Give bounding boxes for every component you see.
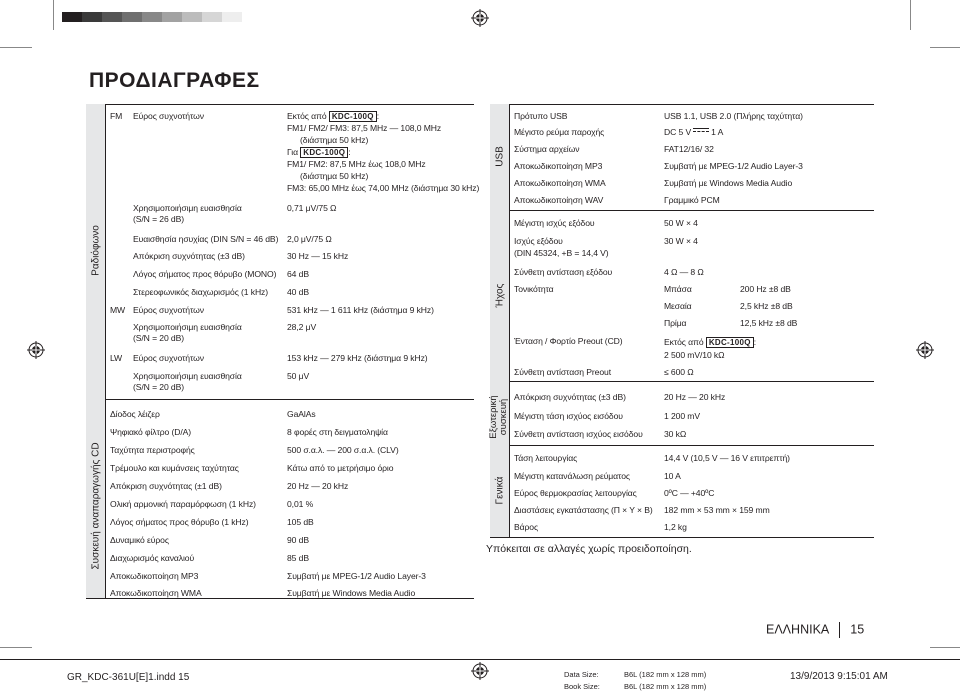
spec-value: Συμβατή με Windows Media Audio bbox=[287, 588, 416, 598]
spec-label: Βάρος bbox=[514, 522, 539, 532]
spec-label: Απόκριση συχνότητας (±3 dB) bbox=[133, 251, 245, 261]
dc-symbol-icon bbox=[693, 128, 709, 136]
tone-name: Πρίμα bbox=[664, 318, 687, 328]
tone-value: 2,5 kHz ±8 dB bbox=[740, 301, 793, 311]
slug-date: 13/9/2013 9:15:01 AM bbox=[790, 671, 888, 682]
crop-mark bbox=[910, 0, 911, 30]
spec-value: Για KDC-100Q : bbox=[287, 147, 351, 157]
spec-label: (S/N = 20 dB) bbox=[133, 382, 185, 392]
crop-mark bbox=[930, 47, 960, 48]
spec-value: 64 dB bbox=[287, 269, 309, 279]
page-number: 15 bbox=[850, 622, 865, 637]
spec-value: USB 1.1, USB 2.0 (Πλήρης ταχύτητα) bbox=[664, 111, 803, 121]
spec-value: (διάστημα 50 kHz) bbox=[300, 135, 369, 145]
spec-label: Μέγιστο ρεύμα παροχής bbox=[514, 127, 605, 137]
table-rule bbox=[490, 210, 874, 211]
table-rule bbox=[86, 104, 474, 105]
slug-data-size-label: Data Size: bbox=[564, 670, 599, 679]
spec-value: 0ºC — +40ºC bbox=[664, 488, 715, 498]
spec-label: Ψηφιακό φίλτρο (D/A) bbox=[110, 427, 192, 437]
spec-label: Λόγος σήματος προς θόρυβο (1 kHz) bbox=[110, 517, 249, 527]
spec-label: Αποκωδικοποίηση MP3 bbox=[514, 161, 603, 171]
band-label-fm: FM bbox=[110, 111, 123, 121]
spec-label: Τάση λειτουργίας bbox=[514, 453, 578, 463]
spec-label: Σύνθετη αντίσταση Preout bbox=[514, 367, 611, 377]
registration-mark-icon bbox=[471, 662, 489, 680]
section-label-audio: Ήχος bbox=[494, 283, 506, 308]
spec-label: Μέγιστη κατανάλωση ρεύματος bbox=[514, 471, 630, 481]
spec-label: Διαχωρισμός καναλιού bbox=[110, 553, 195, 563]
spec-label: Τρέμουλο και κυμάνσεις ταχύτητας bbox=[110, 463, 239, 473]
spec-label: Εύρος θερμοκρασίας λειτουργίας bbox=[514, 488, 637, 498]
spec-value: FM3: 65,00 MHz έως 74,00 MHz (διάστημα 30 kHz) bbox=[287, 183, 480, 193]
change-notice: Υπόκειται σε αλλαγές χωρίς προειδοποίηση. bbox=[486, 543, 692, 555]
spec-value: 40 dB bbox=[287, 287, 309, 297]
spec-value: GaAlAs bbox=[287, 409, 316, 419]
spec-label: Απόκριση συχνότητας (±3 dB) bbox=[514, 392, 626, 402]
spec-label: Δυναμικό εύρος bbox=[110, 535, 169, 545]
table-rule bbox=[490, 537, 874, 538]
crop-mark bbox=[930, 647, 960, 648]
section-label-radio: Ραδιόφωνο bbox=[90, 225, 102, 276]
spec-value: 30 W × 4 bbox=[664, 236, 698, 246]
spec-label: Αποκωδικοποίηση WMA bbox=[514, 178, 606, 188]
registration-mark-icon bbox=[27, 341, 45, 359]
spec-label: Στερεοφωνικός διαχωρισμός (1 kHz) bbox=[133, 287, 269, 297]
spec-label: Ένταση / Φορτίο Preout (CD) bbox=[514, 336, 623, 346]
spec-value: Κάτω από το μετρήσιμο όριο bbox=[287, 463, 394, 473]
spec-label: Ταχύτητα περιστροφής bbox=[110, 445, 195, 455]
table-rule bbox=[490, 381, 874, 382]
tone-value: 12,5 kHz ±8 dB bbox=[740, 318, 798, 328]
spec-label: Ευαισθησία ησυχίας (DIN S/N = 46 dB) bbox=[133, 234, 279, 244]
model-badge: KDC-100Q bbox=[300, 147, 348, 158]
spec-label: (S/N = 20 dB) bbox=[133, 333, 185, 343]
spec-label: Εύρος συχνοτήτων bbox=[133, 111, 204, 121]
table-rule bbox=[509, 104, 510, 537]
spec-value: 85 dB bbox=[287, 553, 309, 563]
slug-book-size-label: Book Size: bbox=[564, 682, 600, 691]
spec-value: 153 kHz — 279 kHz (διάστημα 9 kHz) bbox=[287, 353, 428, 363]
spec-value: FM1/ FM2: 87,5 MHz έως 108,0 MHz bbox=[287, 159, 426, 169]
slug-data-size-value: B6L (182 mm x 128 mm) bbox=[624, 670, 707, 679]
tone-name: Μπάσα bbox=[664, 284, 692, 294]
table-rule bbox=[86, 399, 474, 400]
section-label-general: Γενικά bbox=[494, 476, 506, 505]
table-rule bbox=[490, 104, 874, 105]
spec-label: Αποκωδικοποίηση WMA bbox=[110, 588, 202, 598]
spec-label: Χρησιμοποιήσιμη ευαισθησία bbox=[133, 203, 242, 213]
spec-value: 90 dB bbox=[287, 535, 309, 545]
spec-value: Εκτός από KDC-100Q : bbox=[287, 111, 380, 121]
spec-value: 2,0 μV/75 Ω bbox=[287, 234, 332, 244]
tone-value: 200 Hz ±8 dB bbox=[740, 284, 791, 294]
spec-label: Αποκωδικοποίηση WAV bbox=[514, 195, 604, 205]
band-label-lw: LW bbox=[110, 353, 123, 363]
section-label-cd: Συσκευή αναπαραγωγής CD bbox=[90, 442, 102, 570]
spec-value: 105 dB bbox=[287, 517, 314, 527]
spec-label: Δίοδος λέιζερ bbox=[110, 409, 160, 419]
spec-label: Τονικότητα bbox=[514, 284, 554, 294]
spec-value: Εκτός από KDC-100Q : bbox=[664, 337, 757, 347]
page-title: ΠΡΟΔΙΑΓΡΑΦΕΣ bbox=[89, 69, 260, 92]
spec-label: Διαστάσεις εγκατάστασης (Π × Υ × Β) bbox=[514, 505, 653, 515]
band-label-mw: MW bbox=[110, 305, 126, 315]
spec-value: DC 5 V 1 A bbox=[664, 127, 724, 137]
spec-value: 20 Hz — 20 kHz bbox=[287, 481, 349, 491]
table-rule bbox=[105, 104, 106, 599]
spec-value: 182 mm × 53 mm × 159 mm bbox=[664, 505, 770, 515]
spec-value: 50 W × 4 bbox=[664, 218, 698, 228]
spec-value: 1,2 kg bbox=[664, 522, 687, 532]
spec-label: Απόκριση συχνότητας (±1 dB) bbox=[110, 481, 222, 491]
spec-label: Αποκωδικοποίηση MP3 bbox=[110, 571, 199, 581]
section-label-usb: USB bbox=[494, 146, 506, 167]
spec-value: 30 kΩ bbox=[664, 429, 687, 439]
crop-mark bbox=[0, 47, 32, 48]
registration-mark-icon bbox=[471, 9, 489, 27]
spec-value: ≤ 600 Ω bbox=[664, 367, 694, 377]
spec-value: Συμβατή με MPEG-1/2 Audio Layer-3 bbox=[664, 161, 803, 171]
spec-label: Χρησιμοποιήσιμη ευαισθησία bbox=[133, 371, 242, 381]
spec-label: Χρησιμοποιήσιμη ευαισθησία bbox=[133, 322, 242, 332]
spec-value: 2 500 mV/10 kΩ bbox=[664, 350, 725, 360]
registration-mark-icon bbox=[916, 341, 934, 359]
spec-value: 14,4 V (10,5 V — 16 V επιτρεπτή) bbox=[664, 453, 790, 463]
page-footer bbox=[766, 622, 864, 638]
spec-label: Μέγιστη τάση ισχύος εισόδου bbox=[514, 411, 623, 421]
spec-value: 10 A bbox=[664, 471, 681, 481]
slug-filename: GR_KDC-361U[E]1.indd 15 bbox=[67, 672, 190, 683]
table-rule bbox=[490, 445, 874, 446]
spec-label: Σύστημα αρχείων bbox=[514, 144, 580, 154]
spec-label: Πρότυπο USB bbox=[514, 111, 568, 121]
spec-label: Ισχύς εξόδου bbox=[514, 236, 563, 246]
spec-label: (DIN 45324, +B = 14,4 V) bbox=[514, 248, 609, 258]
crop-mark bbox=[53, 0, 54, 30]
spec-value: 531 kHz — 1 611 kHz (διάστημα 9 kHz) bbox=[287, 305, 434, 315]
spec-value: Γραμμικό PCM bbox=[664, 195, 720, 205]
spec-value: FM1/ FM2/ FM3: 87,5 MHz — 108,0 MHz bbox=[287, 123, 442, 133]
spec-value: 30 Hz — 15 kHz bbox=[287, 251, 349, 261]
spec-value: 500 σ.α.λ. — 200 σ.α.λ. (CLV) bbox=[287, 445, 399, 455]
spec-value: 50 μV bbox=[287, 371, 310, 381]
spec-value: Συμβατή με MPEG-1/2 Audio Layer-3 bbox=[287, 571, 426, 581]
crop-mark bbox=[0, 647, 32, 648]
spec-value: 8 φορές στη δειγματοληψία bbox=[287, 427, 388, 437]
model-badge: KDC-100Q bbox=[329, 111, 377, 122]
spec-value: (διάστημα 50 kHz) bbox=[300, 171, 369, 181]
footer-language: ΕΛΛΗΝΙΚΑ bbox=[766, 622, 830, 637]
spec-value: 20 Hz — 20 kHz bbox=[664, 392, 726, 402]
spec-label: (S/N = 26 dB) bbox=[133, 214, 185, 224]
spec-label: Μέγιστη ισχύς εξόδου bbox=[514, 218, 595, 228]
spec-label: Εύρος συχνοτήτων bbox=[133, 305, 204, 315]
spec-label: Εύρος συχνοτήτων bbox=[133, 353, 204, 363]
model-badge: KDC-100Q bbox=[706, 337, 754, 348]
section-label-aux: Εξωτερική συσκευή bbox=[488, 395, 509, 439]
spec-label: Σύνθετη αντίσταση ισχύος εισόδου bbox=[514, 429, 643, 439]
tone-name: Μεσαία bbox=[664, 301, 692, 311]
table-rule bbox=[86, 598, 474, 599]
spec-value: 28,2 μV bbox=[287, 322, 317, 332]
spec-value: 4 Ω — 8 Ω bbox=[664, 267, 704, 277]
spec-value: 0,01 % bbox=[287, 499, 314, 509]
spec-label: Ολική αρμονική παραμόρφωση (1 kHz) bbox=[110, 499, 256, 509]
spec-value: 0,71 μV/75 Ω bbox=[287, 203, 337, 213]
spec-label: Λόγος σήματος προς θόρυβο (MONO) bbox=[133, 269, 277, 279]
slug-book-size-value: B6L (182 mm x 128 mm) bbox=[624, 682, 707, 691]
slug-rule bbox=[0, 659, 960, 660]
spec-value: FAT12/16/ 32 bbox=[664, 144, 714, 154]
spec-value: Συμβατή με Windows Media Audio bbox=[664, 178, 793, 188]
spec-value: 1 200 mV bbox=[664, 411, 700, 421]
spec-label: Σύνθετη αντίσταση εξόδου bbox=[514, 267, 613, 277]
